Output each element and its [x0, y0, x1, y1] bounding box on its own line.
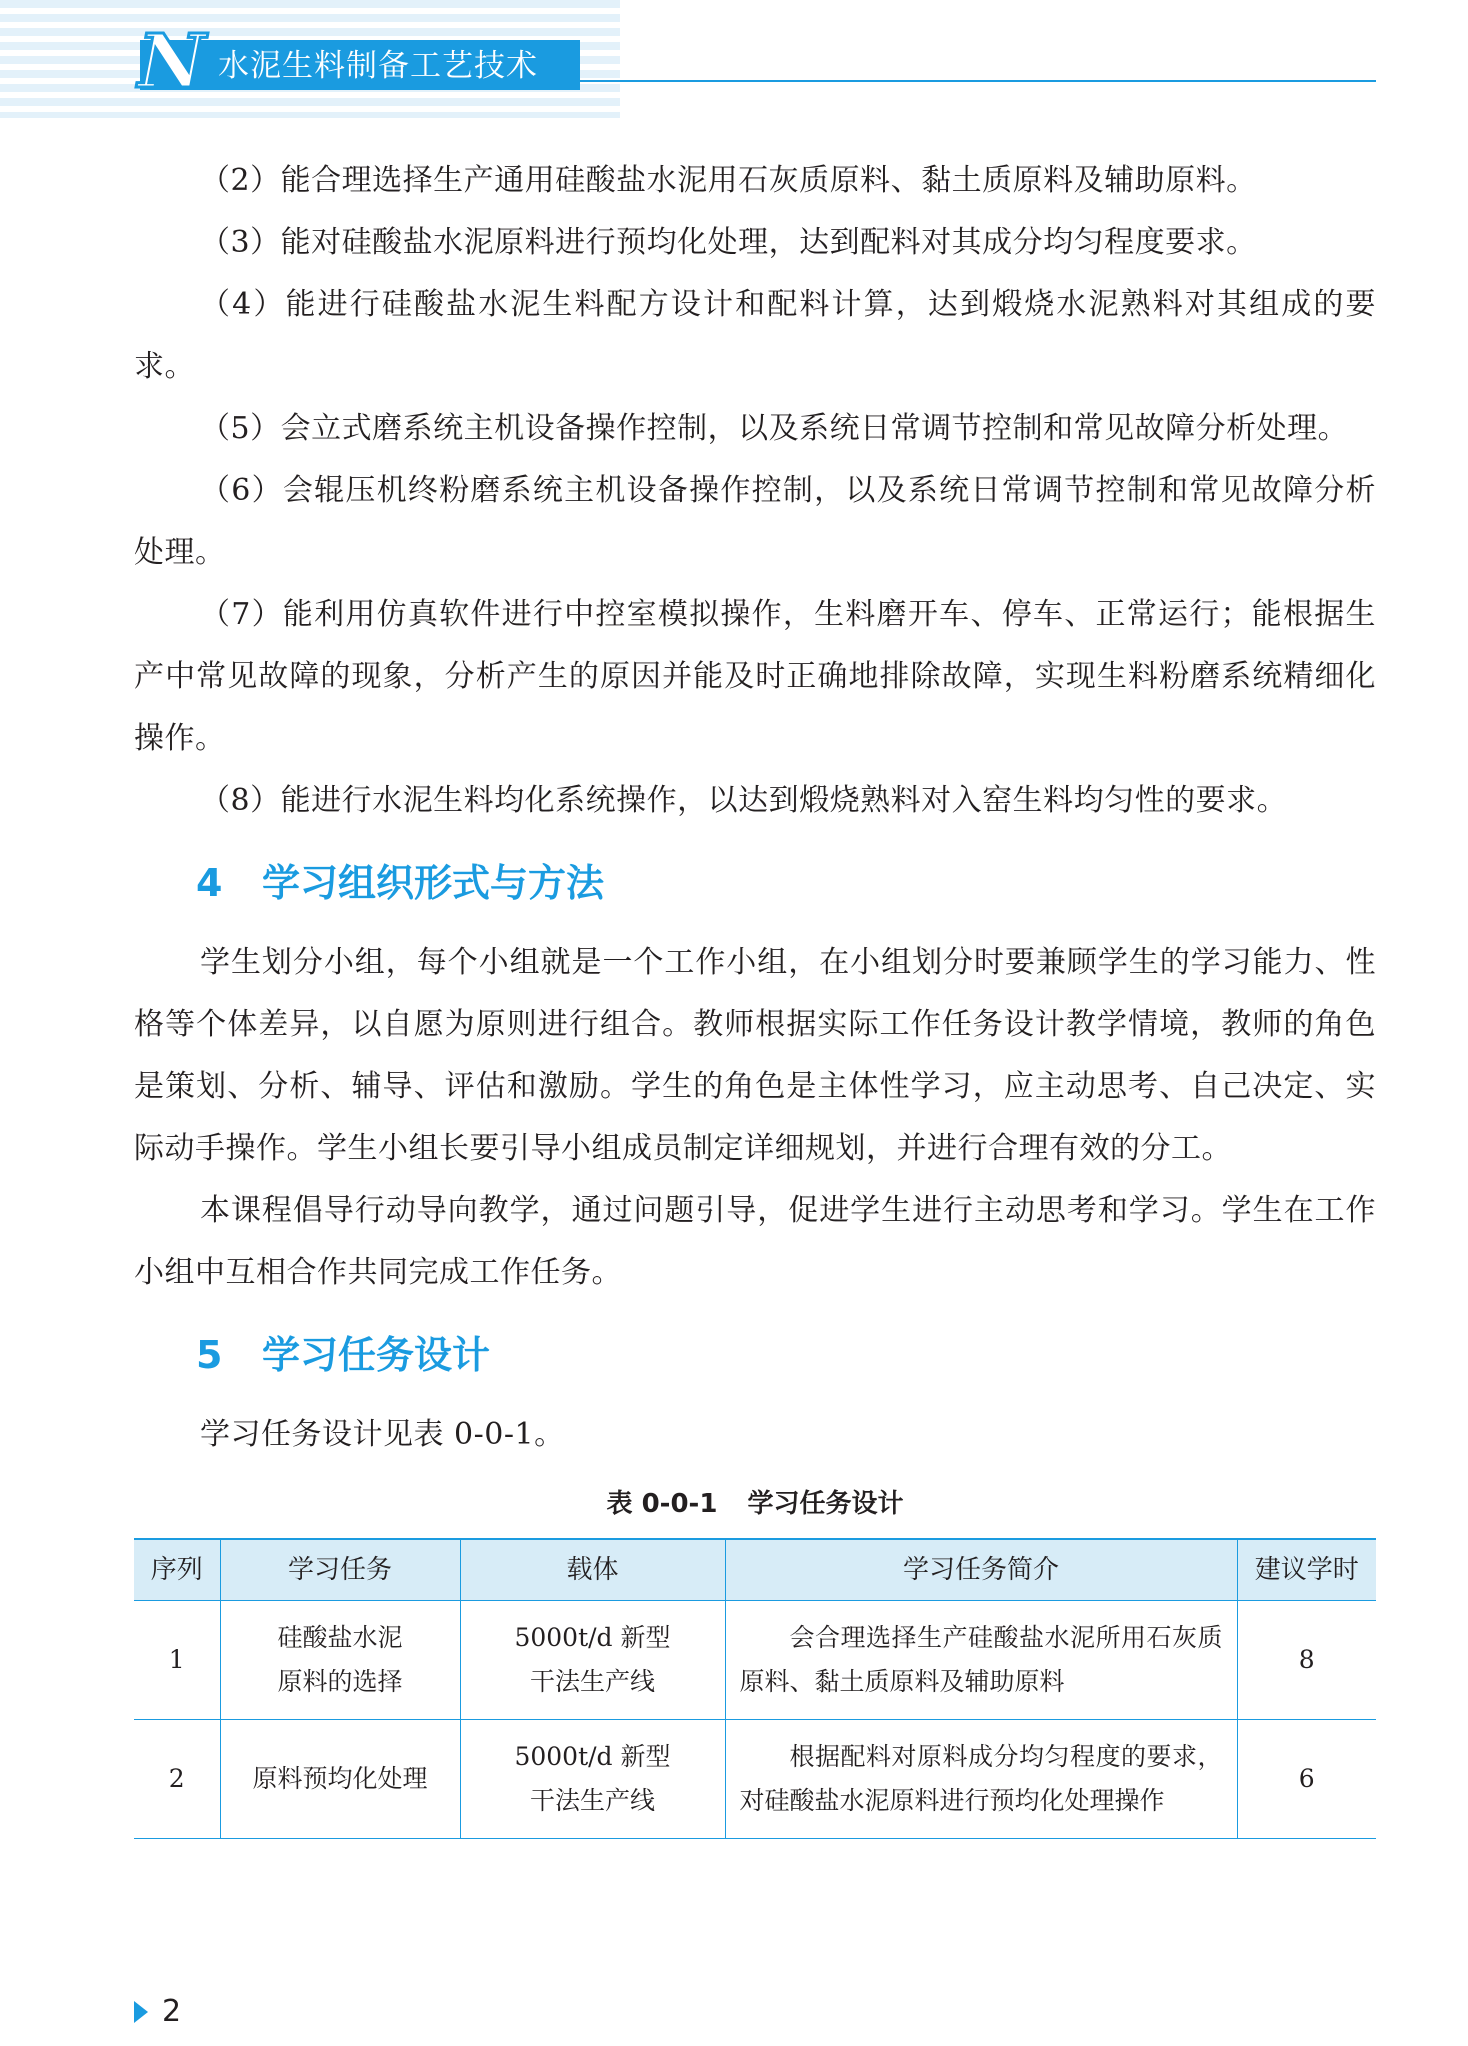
column-header: 载体 [460, 1539, 725, 1601]
cell-carrier [460, 1720, 725, 1839]
section-heading [196, 848, 1376, 918]
cell-hours: 8 [1237, 1601, 1376, 1720]
cell-description [725, 1720, 1237, 1839]
list-item: （5）会立式磨系统主机设备操作控制，以及系统日常调节控制和常见故障分析处理。 [200, 411, 1349, 446]
page-content [134, 150, 1376, 1839]
column-header: 学习任务简介 [725, 1539, 1237, 1601]
body-paragraph: 学生划分小组，每个小组就是一个工作小组，在小组划分时要兼顾学生的学习能力、性格等个体差异，以自愿为原则进行组合。教师根据实际工作任务设计教学情境，教师的角色是策划、分析、辅导、评估和激励。学生的角色是主体性学习，应主动思考、自己决定、实际动手操作。学生小组长要引导小组成员制定详细规划，并进行合理有效的分工。 [134, 945, 1376, 1166]
list-item: （2）能合理选择生产通用硅酸盐水泥用石灰质原料、黏土质原料及辅助原料。 [200, 163, 1257, 198]
page-number: 2 [162, 1994, 182, 2029]
cell-seq: 1 [134, 1601, 220, 1720]
list-item: （3）能对硅酸盐水泥原料进行预均化处理，达到配料对其成分均匀程度要求。 [200, 225, 1257, 260]
section-number: 5 [196, 1333, 223, 1377]
section-heading [196, 1320, 1376, 1390]
book-logo: N [138, 19, 206, 105]
list-item: （6）会辊压机终粉磨系统主机设备操作控制，以及系统日常调节控制和常见故障分析处理。 [134, 473, 1376, 570]
body-paragraph: 学习任务设计见表 0-0-1。 [200, 1417, 565, 1452]
cell-hours: 6 [1237, 1720, 1376, 1839]
page-marker-icon [134, 2001, 148, 2023]
header-rule [580, 80, 1376, 82]
cell-description [725, 1601, 1237, 1720]
list-item: （8）能进行水泥生料均化系统操作，以达到煅烧熟料对入窑生料均匀性的要求。 [200, 783, 1288, 818]
section-title: 学习组织形式与方法 [262, 861, 605, 905]
body-paragraph: 本课程倡导行动导向教学，通过问题引导，促进学生进行主动思考和学习。学生在工作小组中互相合作共同完成工作任务。 [134, 1193, 1376, 1290]
cell-seq: 2 [134, 1720, 220, 1839]
column-header: 学习任务 [220, 1539, 460, 1601]
table-caption [134, 1484, 1376, 1524]
carrier-line: 干法生产线 [529, 1786, 655, 1815]
list-item: （7）能利用仿真软件进行中控室模拟操作，生料磨开车、停车、正常运行；能根据生产中常见故障的现象，分析产生的原因并能及时正确地排除故障，实现生料粉磨系统精细化操作。 [134, 597, 1376, 756]
task-line: 硅酸盐水泥 [277, 1623, 403, 1652]
table-row [134, 1601, 1376, 1720]
carrier-line: 5000t/d 新型 [514, 1623, 671, 1652]
task-line: 原料的选择 [277, 1667, 403, 1696]
table-row [134, 1720, 1376, 1839]
table-caption-title: 学习任务设计 [747, 1489, 904, 1519]
section-title: 学习任务设计 [262, 1333, 491, 1377]
section-number: 4 [196, 861, 223, 905]
carrier-line: 干法生产线 [529, 1667, 655, 1696]
column-header: 建议学时 [1237, 1539, 1376, 1601]
book-title: 水泥生料制备工艺技术 [218, 48, 538, 84]
description-text: 根据配料对原料成分均匀程度的要求，对硅酸盐水泥原料进行预均化处理操作 [739, 1742, 1223, 1815]
description-text: 会合理选择生产硅酸盐水泥所用石灰质原料、黏土质原料及辅助原料 [739, 1623, 1223, 1696]
task-table [134, 1538, 1376, 1839]
carrier-line: 5000t/d 新型 [514, 1742, 671, 1771]
cell-task [220, 1601, 460, 1720]
column-header: 序列 [134, 1539, 220, 1601]
cell-carrier [460, 1601, 725, 1720]
cell-task [220, 1720, 460, 1839]
task-line: 原料预均化处理 [252, 1764, 428, 1793]
list-item: （4）能进行硅酸盐水泥生料配方设计和配料计算，达到煅烧水泥熟料对其组成的要求。 [134, 287, 1376, 384]
table-caption-number: 表 0-0-1 [606, 1489, 718, 1519]
table-header-row [134, 1539, 1376, 1601]
